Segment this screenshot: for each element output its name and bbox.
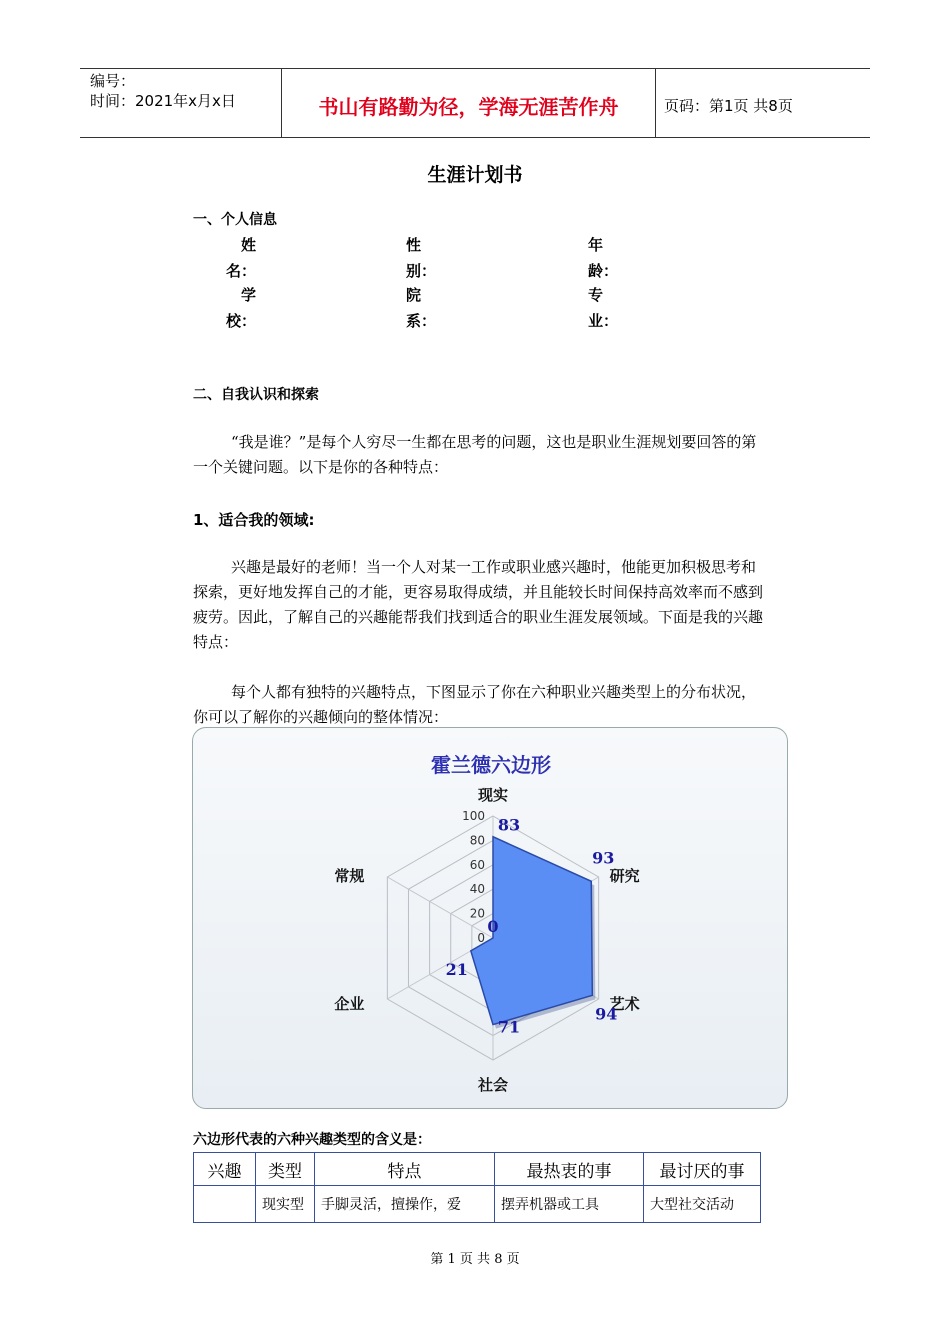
- intro-text: “我是谁？”是每个人穷尽一生都在思考的问题，这也是职业生涯规划要回答的第一个关键问题。以下是你的各种特点：: [193, 433, 757, 476]
- tick-label: 0: [477, 931, 485, 945]
- interest-paragraph: [193, 555, 768, 655]
- value-label: 0: [487, 917, 499, 936]
- tick-label: 60: [469, 857, 485, 872]
- page-footer: 第 1 页 共 8 页: [430, 1252, 520, 1267]
- section1-heading: 一、个人信息: [193, 212, 277, 228]
- tick-label: 80: [469, 833, 485, 848]
- number-label: 编号：: [90, 72, 136, 90]
- field-name-part2: 名：: [226, 262, 257, 280]
- tick-label: 40: [469, 882, 485, 897]
- table-row: [194, 1186, 761, 1223]
- tick-label: 20: [469, 906, 485, 921]
- table-header-cell: 最讨厌的事: [644, 1153, 761, 1186]
- chart-title: 霍兰德六边形: [431, 753, 551, 777]
- document-title: 生涯计划书: [427, 164, 523, 186]
- category-label: 研究: [609, 867, 640, 885]
- interest-types-table: [193, 1152, 761, 1223]
- intro-paragraph: [193, 430, 768, 480]
- value-label: 71: [497, 1017, 521, 1037]
- field-name-part1: 姓: [241, 236, 257, 254]
- category-label: 常规: [334, 867, 365, 885]
- header-page-info: 页码：第1页 共8页: [664, 97, 793, 115]
- page-header: [80, 68, 870, 138]
- category-label: 现实: [477, 786, 509, 804]
- field-dept-part2: 系：: [406, 312, 437, 330]
- table-cell: 摆弄机器或工具: [495, 1186, 644, 1223]
- table-header-cell: 兴趣: [194, 1153, 256, 1186]
- field-gender-part2: 别：: [406, 262, 437, 280]
- value-label: 93: [592, 848, 615, 868]
- time-label: 时间：2021年x月x日: [90, 92, 236, 110]
- table-cell: 手脚灵活，擅操作，爱: [315, 1186, 495, 1223]
- table-intro: 六边形代表的六种兴趣类型的含义是：: [193, 1132, 431, 1148]
- section2-heading: 二、自我认识和探索: [193, 387, 319, 403]
- table-header-cell: 特点: [315, 1153, 495, 1186]
- field-major-part2: 业：: [588, 312, 619, 330]
- header-motto: 书山有路勤为径，学海无涯苦作舟: [318, 95, 619, 119]
- field-gender-part1: 性: [406, 236, 422, 254]
- interest-text: 兴趣是最好的老师！当一个人对某一工作或职业感兴趣时，他能更加积极思考和探索，更好地发挥自己的才能，更容易取得成绩，并且能较长时间保持高效率而不感到疲劳。因此，了解自己的兴趣能帮我们找到适合的职业生涯发展领域。下面是我的兴趣特点：: [193, 558, 764, 651]
- field-school-part1: 学: [241, 286, 257, 304]
- table-header-row: [194, 1153, 761, 1186]
- subsection1-heading: 1、适合我的领域:: [193, 511, 315, 529]
- table-header-cell: 类型: [256, 1153, 315, 1186]
- value-label: 94: [595, 1004, 618, 1024]
- field-major-part1: 专: [588, 286, 604, 304]
- field-age-part2: 龄：: [588, 262, 619, 280]
- table-header-cell: 最热衷的事: [495, 1153, 644, 1186]
- field-dept-part1: 院: [406, 286, 422, 304]
- field-age-part1: 年: [588, 236, 604, 254]
- table-cell: [194, 1186, 256, 1223]
- distribution-text: 每个人都有独特的兴趣特点，下图显示了你在六种职业兴趣类型上的分布状况，你可以了解你的兴趣倾向的整体情况：: [193, 683, 757, 726]
- distribution-paragraph: [193, 680, 768, 730]
- tick-label: 100: [462, 809, 485, 823]
- header-divider: [655, 69, 656, 137]
- category-label: 社会: [477, 1076, 509, 1094]
- value-label: 21: [445, 959, 468, 979]
- value-label: 83: [497, 815, 521, 835]
- category-label: 企业: [334, 995, 365, 1013]
- table-cell: 大型社交活动: [644, 1186, 761, 1223]
- header-meta: [90, 71, 236, 111]
- holland-chart-panel: [192, 727, 788, 1109]
- category-label: 艺术: [609, 995, 640, 1013]
- field-school-part2: 校：: [226, 312, 257, 330]
- holland-radar-chart: [193, 728, 787, 1108]
- table-cell: 现实型: [256, 1186, 315, 1223]
